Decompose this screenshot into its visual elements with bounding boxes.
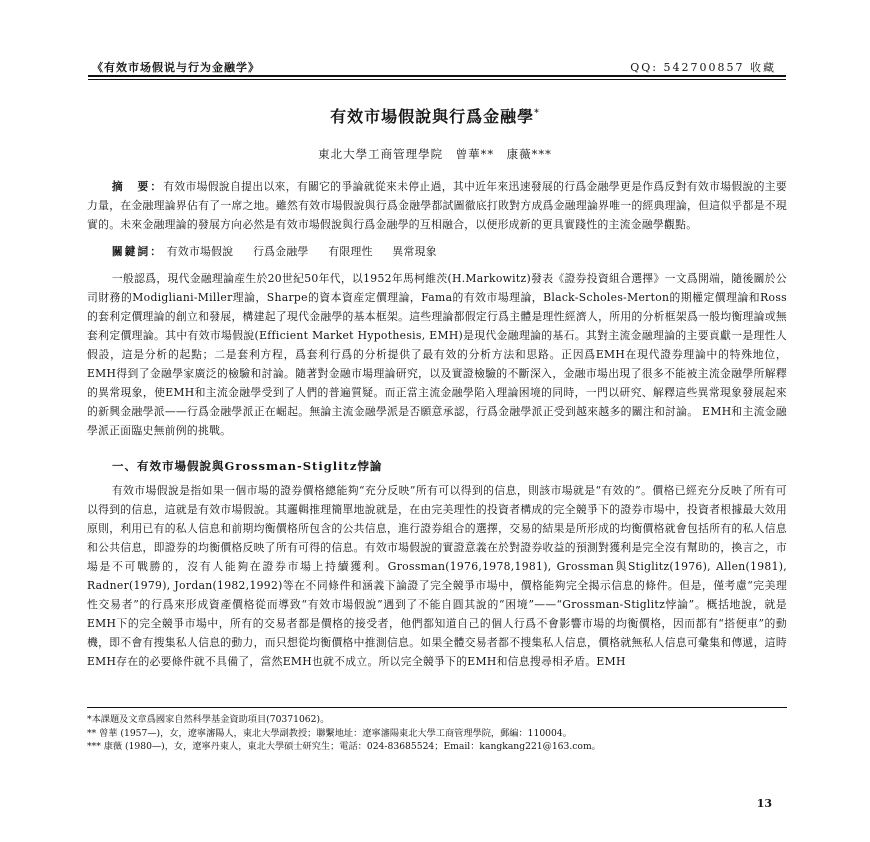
abstract-label: 摘 要： — [111, 180, 164, 193]
intro-paragraph: 一般認爲，現代金融理論産生於20世紀50年代，以1952年馬柯維茨(H.Markowitz)發表《證券投資組合選擇》一文爲開端，隨後關於公司財務的Modigliani-Miller理論，Sharpe的資本資産定價理論，Fama的有效市場理論，Black-Scholes-Merton的期權定價理論和Ross的套利定價理論的創立和發展，構建起了現代金融學的基本框架。這些理論都假定行爲主體是理性經濟人，所用的分析框架爲一般均衡理論或無套利定價理論。其中有效市場假說(Efficient Market Hypothesis, EMH)是現代金融理論的基石。其對主流金融理論的主要貢獻一是理性人假設，這是分析的起點；二是套利方程，爲套利行爲的分析提供了最有效的分析方法和思路。正因爲EMH在現代證券理論中的特殊地位，EMH得到了金融學家廣泛的檢驗和討論。隨著對金融市場理論研究，以及實證檢驗的不斷深入，金融市場出現了很多不能被主流金融學所解釋的異常現象，使EMH和主流金融學受到了人們的普遍質疑。而正當主流金融學陷入理論困境的同時，一門以研究、解釋這些異常現象發展起來的新興金融學派——行爲金融學派正在崛起。無論主流金融學派是否願意承認，行爲金融學派正受到越來越多的關注和討論。 EMH和主流金融學派正面臨史無前例的挑戰。 — [87, 272, 787, 437]
running-header-right: QQ: 542700857 收藏 — [630, 61, 776, 74]
keyword: 有限理性 — [328, 245, 373, 258]
section-paragraph: 有效市場假說是指如果一個市場的證券價格總能夠“充分反映”所有可以得到的信息，則該市場就是“有效的”。價格已經充分反映了所有可以得到的信息，這就是有效市場假說。其邏輯推理簡單地說就是，在由完美理性的投資者構成的完全競爭下的證券市場中，投資者根據最大效用原則，利用已有的私人信息和前期均衡價格所包含的公共信息，進行證券組合的選擇，交易的結果是所形成的均衡價格就會包括所有的私人信息和公共信息，即證券的均衡價格反映了所有可得的信息。有效市場假說的實證意義在於對證券收益的預測對獲利是完全沒有幫助的，換言之，市場是不可戰勝的，沒有人能夠在證券市場上持續獲利。Grossman(1976,1978,1981), Grossman與Stiglitz(1976), Allen(1981), Radner(1979), Jordan(1982,1992)等在不同條件和涵義下論證了完全競爭市場中，價格能夠完全揭示信息的條件。但是，僅考慮“完美理性交易者”的行爲來形成資產價格從而導致“有效市場假說”遇到了不能自圓其說的“困境”——“Grossman-Stiglitz悖論”。概括地說，就是EMH下的完全競爭市場中，所有的交易者都是價格的接受者，他們都知道自己的個人行爲不會影響市場的均衡價格，因而都有“搭便車”的動機，即不會有搜集私人信息的動力，而只想從均衡價格中推測信息。如果全體交易者都不搜集私人信息，價格就無私人信息可彙集和傳遞，這時EMH存在的必要條件就不具備了，當然EMH也就不成立。所以完全競爭下的EMH和信息搜尋相矛盾。EMH — [87, 484, 787, 668]
header-rule-thick — [88, 75, 786, 77]
header-rule-thin — [88, 79, 786, 80]
paper-title — [0, 104, 870, 127]
author-line: 東北大學工商管理學院 曾華** 康薇*** — [318, 147, 552, 161]
title-footnote-mark: * — [534, 108, 540, 119]
footnote: *本課題及文章爲國家自然科學基金資助項目(70371062)。 — [87, 714, 330, 725]
footnote-rule — [87, 707, 787, 708]
running-header-title: 《有效市场假说与行为金融学》 — [92, 61, 260, 74]
title-text: 有效市場假說與行爲金融學 — [330, 107, 535, 126]
keyword: 有效市場假說 — [166, 245, 234, 258]
abstract-text: 有效市場假說自提出以來，有關它的爭論就從來未停止過，其中近年來迅速發展的行爲金融學更是作爲反對有效市場假說的主要力量，在金融理論界佔有了一席之地。雖然有效市場假說與行爲金融學都試圖徹底打敗對方成爲金融理論界唯一的經典理論，但這似乎都是不現實的。未來金融理論的發展方向必然是有效市場假說與行爲金融學的互相融合，以便形成新的更具實踐性的主流金融學觀點。 — [87, 180, 788, 231]
keywords-label: 關鍵詞： — [111, 245, 164, 258]
keyword: 行爲金融學 — [253, 245, 309, 258]
section-heading: 一、有效市場假說與Grossman-Stiglitz悖論 — [112, 459, 383, 473]
keyword: 異常現象 — [392, 245, 437, 258]
keywords — [87, 242, 812, 261]
footnote: ** 曾華 (1957—)，女，遼寧瀋陽人，東北大學副教授；聯繫地址：遼寧瀋陽東北大學工商管理學院，郵編：110004。 — [87, 728, 572, 739]
page-number: 13 — [756, 797, 772, 810]
footnote: *** 康薇 (1980—)，女，遼寧丹東人，東北大學碩士研究生；電話：024-83685524；Email：kangkang221@163.com。 — [87, 741, 601, 752]
abstract — [87, 177, 787, 234]
